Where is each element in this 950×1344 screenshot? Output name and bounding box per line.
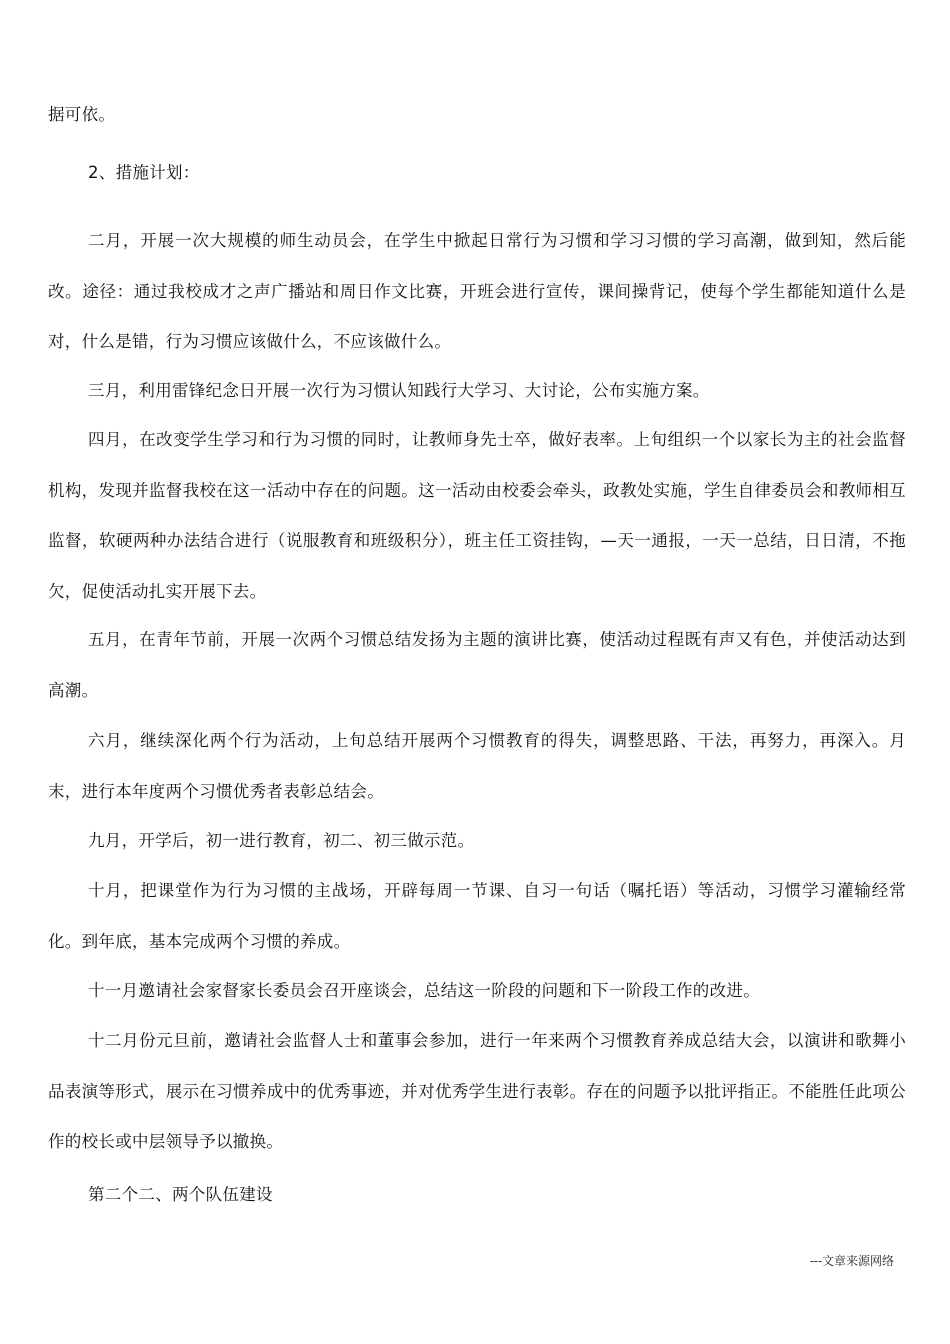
paragraph-september: 九月，开学后，初一进行教育，初二、初三做示范。	[88, 831, 475, 850]
footer-source-note: ---文章来源网络	[809, 1254, 894, 1268]
paragraph-december: 十二月份元旦前，邀请社会监督人士和董事会参加，进行一年来两个习惯教育养成总结大会，以演讲和歌舞小品表演等形式，展示在习惯养成中的优秀事迹，并对优秀学生进行表彰。存在的问题予以批评指正。不能胜任此项公作的校长或中层领导予以撤换。	[48, 1031, 906, 1151]
paragraph-november: 十一月邀请社会家督家长委员会召开座谈会，总结这一阶段的问题和下一阶段工作的改进。	[88, 981, 760, 1000]
paragraph-october: 十月，把课堂作为行为习惯的主战场，开辟每周一节课、自习一句话（嘱托语）等活动，习惯学习灌输经常化。到年底，基本完成两个习惯的养成。	[48, 881, 906, 951]
paragraph-march: 三月，利用雷锋纪念日开展一次行为习惯认知践行大学习、大讨论，公布实施方案。	[88, 381, 710, 400]
paragraph-april: 四月，在改变学生学习和行为习惯的同时，让教师身先士卒，做好表率。上旬组织一个以家长为主的社会监督机构，发现并监督我校在这一活动中存在的问题。这一活动由校委会牵头，政教处实施，学生自律委员会和教师相互监督，软硬两种办法结合进行（说服教育和班级积分），班主任工资挂钩，—天一通报，一天一总结，日日清，不拖欠，促使活动扎实开展下去。	[48, 430, 906, 601]
paragraph-june: 六月，继续深化两个行为活动，上旬总结开展两个习惯教育的得失，调整思路、干法，再努力，再深入。月末，进行本年度两个习惯优秀者表彰总结会。	[48, 731, 906, 801]
paragraph-continuation: 据可依。	[48, 105, 116, 124]
section-heading-team-building: 第二个二、两个队伍建设	[88, 1185, 273, 1204]
paragraph-may: 五月，在青年节前，开展一次两个习惯总结发扬为主题的演讲比赛，使活动过程既有声又有色，并使活动达到高潮。	[48, 630, 906, 700]
paragraph-february: 二月，开展一次大规模的师生动员会，在学生中掀起日常行为习惯和学习习惯的学习高潮，做到知，然后能改。途径：通过我校成才之声广播站和周日作文比赛，开班会进行宣传，课间操背记，使每个学生都能知道什么是对，什么是错，行为习惯应该做什么，不应该做什么。	[48, 231, 906, 351]
section-heading-measures: 2、措施计划：	[88, 163, 200, 182]
